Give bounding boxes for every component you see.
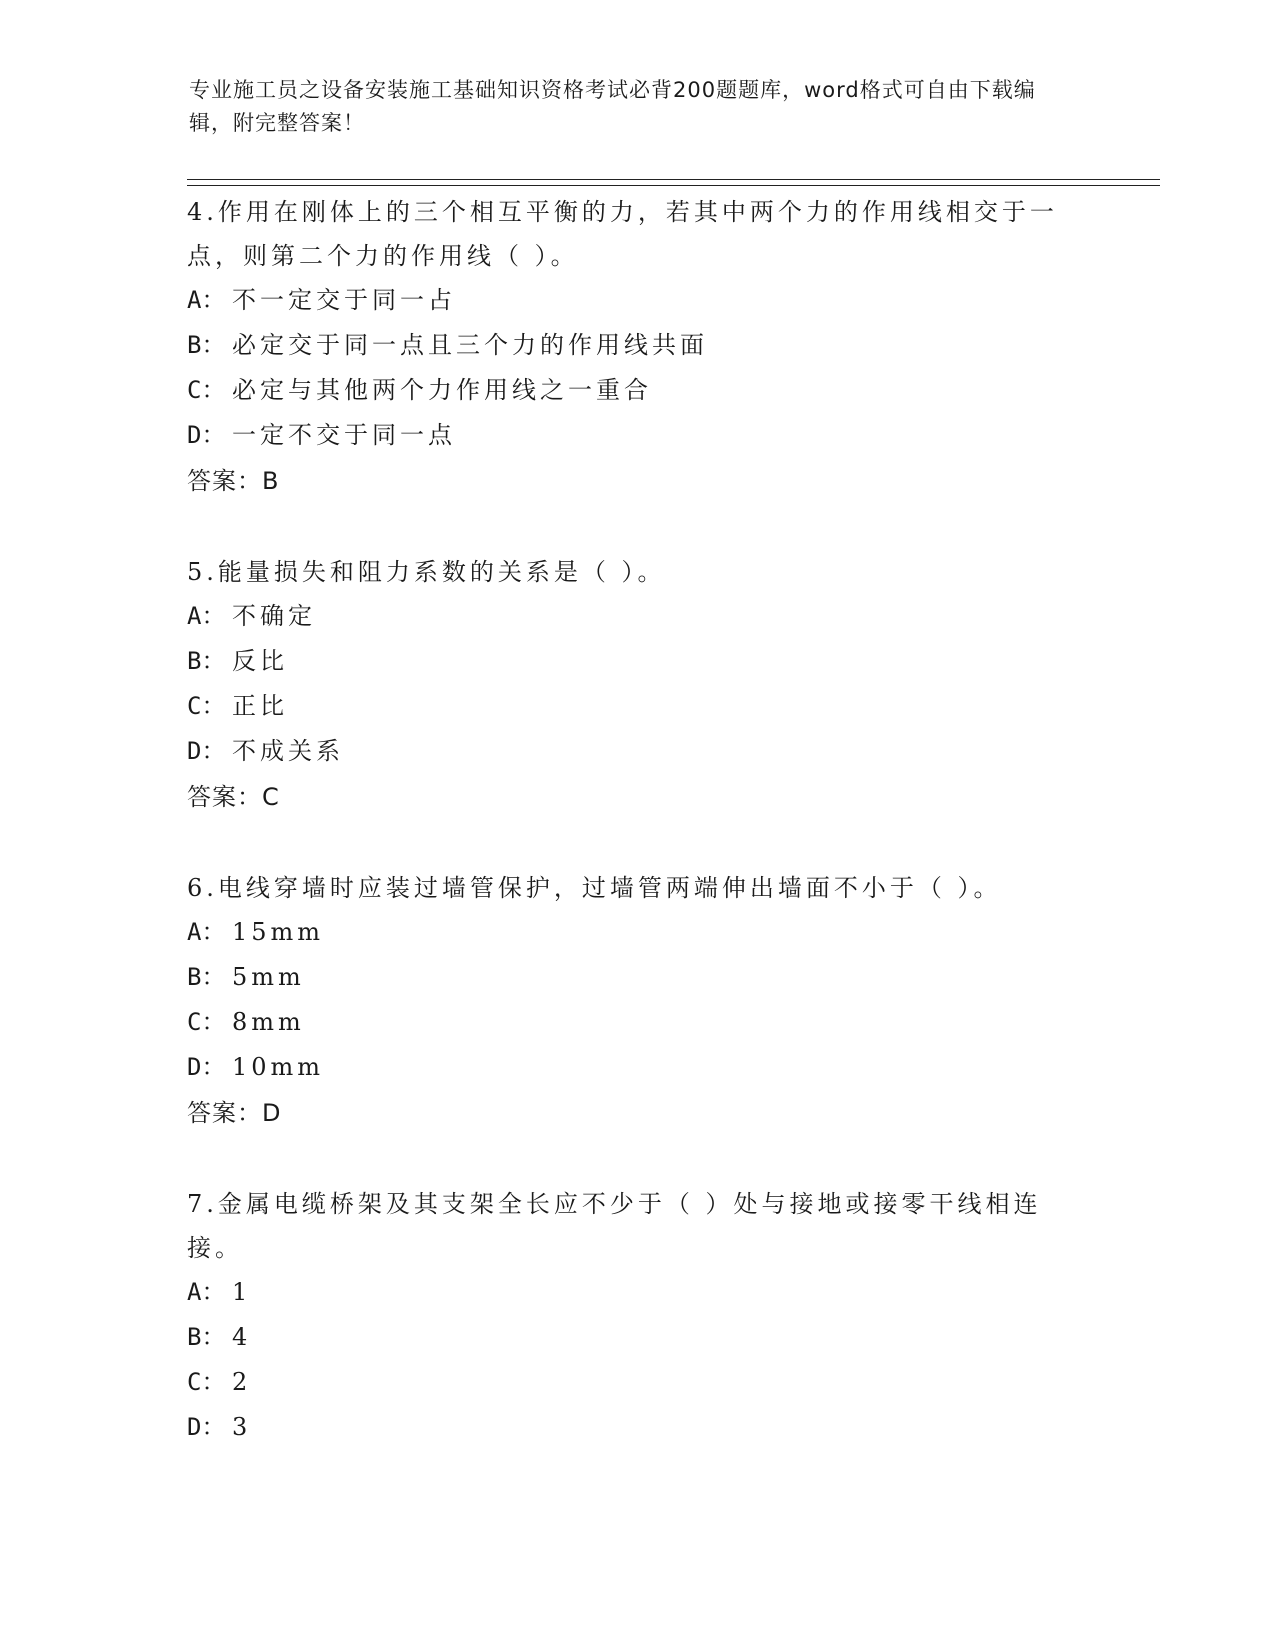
option-text: 一定不交于同一点	[232, 421, 456, 449]
option-a	[187, 278, 1087, 323]
option-d	[187, 413, 1087, 458]
question-text: 4.作用在刚体上的三个相互平衡的力，若其中两个力的作用线相交于一点，则第二个力的作用线（ ）。	[187, 198, 1058, 270]
option-text: 15mm	[232, 918, 325, 946]
option-letter: B：	[187, 331, 226, 359]
question-5	[187, 548, 1087, 820]
option-text: 2	[232, 1368, 252, 1396]
option-d	[187, 729, 1087, 774]
option-letter: C：	[187, 692, 226, 720]
option-letter: D：	[187, 1413, 226, 1441]
question-6	[187, 864, 1087, 1136]
option-b	[187, 639, 1087, 684]
option-text: 不一定交于同一占	[232, 286, 456, 314]
question-4	[187, 188, 1087, 504]
answer-text: 答案：C	[187, 783, 280, 811]
answer-text: 答案：B	[187, 467, 280, 495]
option-letter: D：	[187, 421, 226, 449]
header-divider-bottom	[187, 185, 1160, 186]
option-c	[187, 368, 1087, 413]
question-text: 7.金属电缆桥架及其支架全长应不少于（ ）处与接地或接零干线相连接。	[187, 1190, 1042, 1262]
question-7	[187, 1180, 1087, 1450]
option-text: 8mm	[232, 1008, 305, 1036]
option-text: 不成关系	[232, 737, 344, 765]
option-b	[187, 1315, 1087, 1360]
option-b	[187, 955, 1087, 1000]
option-letter: B：	[187, 647, 226, 675]
option-letter: C：	[187, 376, 226, 404]
option-letter: D：	[187, 1053, 226, 1081]
option-c	[187, 1000, 1087, 1045]
option-text: 1	[232, 1278, 252, 1306]
option-text: 必定交于同一点且三个力的作用线共面	[232, 331, 708, 359]
option-text: 3	[232, 1413, 252, 1441]
document-header: 专业施工员之设备安装施工基础知识资格考试必背200题题库，word格式可自由下载编辑，附完整答案！	[189, 78, 1036, 135]
option-b	[187, 323, 1087, 368]
option-text: 10mm	[232, 1053, 325, 1081]
option-letter: B：	[187, 963, 226, 991]
option-a	[187, 594, 1087, 639]
header-divider-top	[187, 179, 1160, 180]
option-c	[187, 1360, 1087, 1405]
option-text: 反比	[232, 647, 288, 675]
option-d	[187, 1405, 1087, 1450]
option-letter: D：	[187, 737, 226, 765]
option-a	[187, 1270, 1087, 1315]
option-text: 5mm	[232, 963, 305, 991]
option-letter: C：	[187, 1368, 226, 1396]
answer-text: 答案：D	[187, 1099, 282, 1127]
option-text: 4	[232, 1323, 252, 1351]
option-letter: B：	[187, 1323, 226, 1351]
option-text: 正比	[232, 692, 288, 720]
question-text: 5.能量损失和阻力系数的关系是（ ）。	[187, 558, 666, 586]
option-a	[187, 910, 1087, 955]
option-letter: A：	[187, 602, 226, 630]
option-letter: C：	[187, 1008, 226, 1036]
question-text: 6.电线穿墙时应装过墙管保护，过墙管两端伸出墙面不小于（ ）。	[187, 874, 1002, 902]
option-letter: A：	[187, 286, 226, 314]
option-letter: A：	[187, 918, 226, 946]
option-c	[187, 684, 1087, 729]
option-d	[187, 1045, 1087, 1090]
option-letter: A：	[187, 1278, 226, 1306]
option-text: 必定与其他两个力作用线之一重合	[232, 376, 652, 404]
option-text: 不确定	[232, 602, 316, 630]
question-list	[187, 188, 1087, 1450]
